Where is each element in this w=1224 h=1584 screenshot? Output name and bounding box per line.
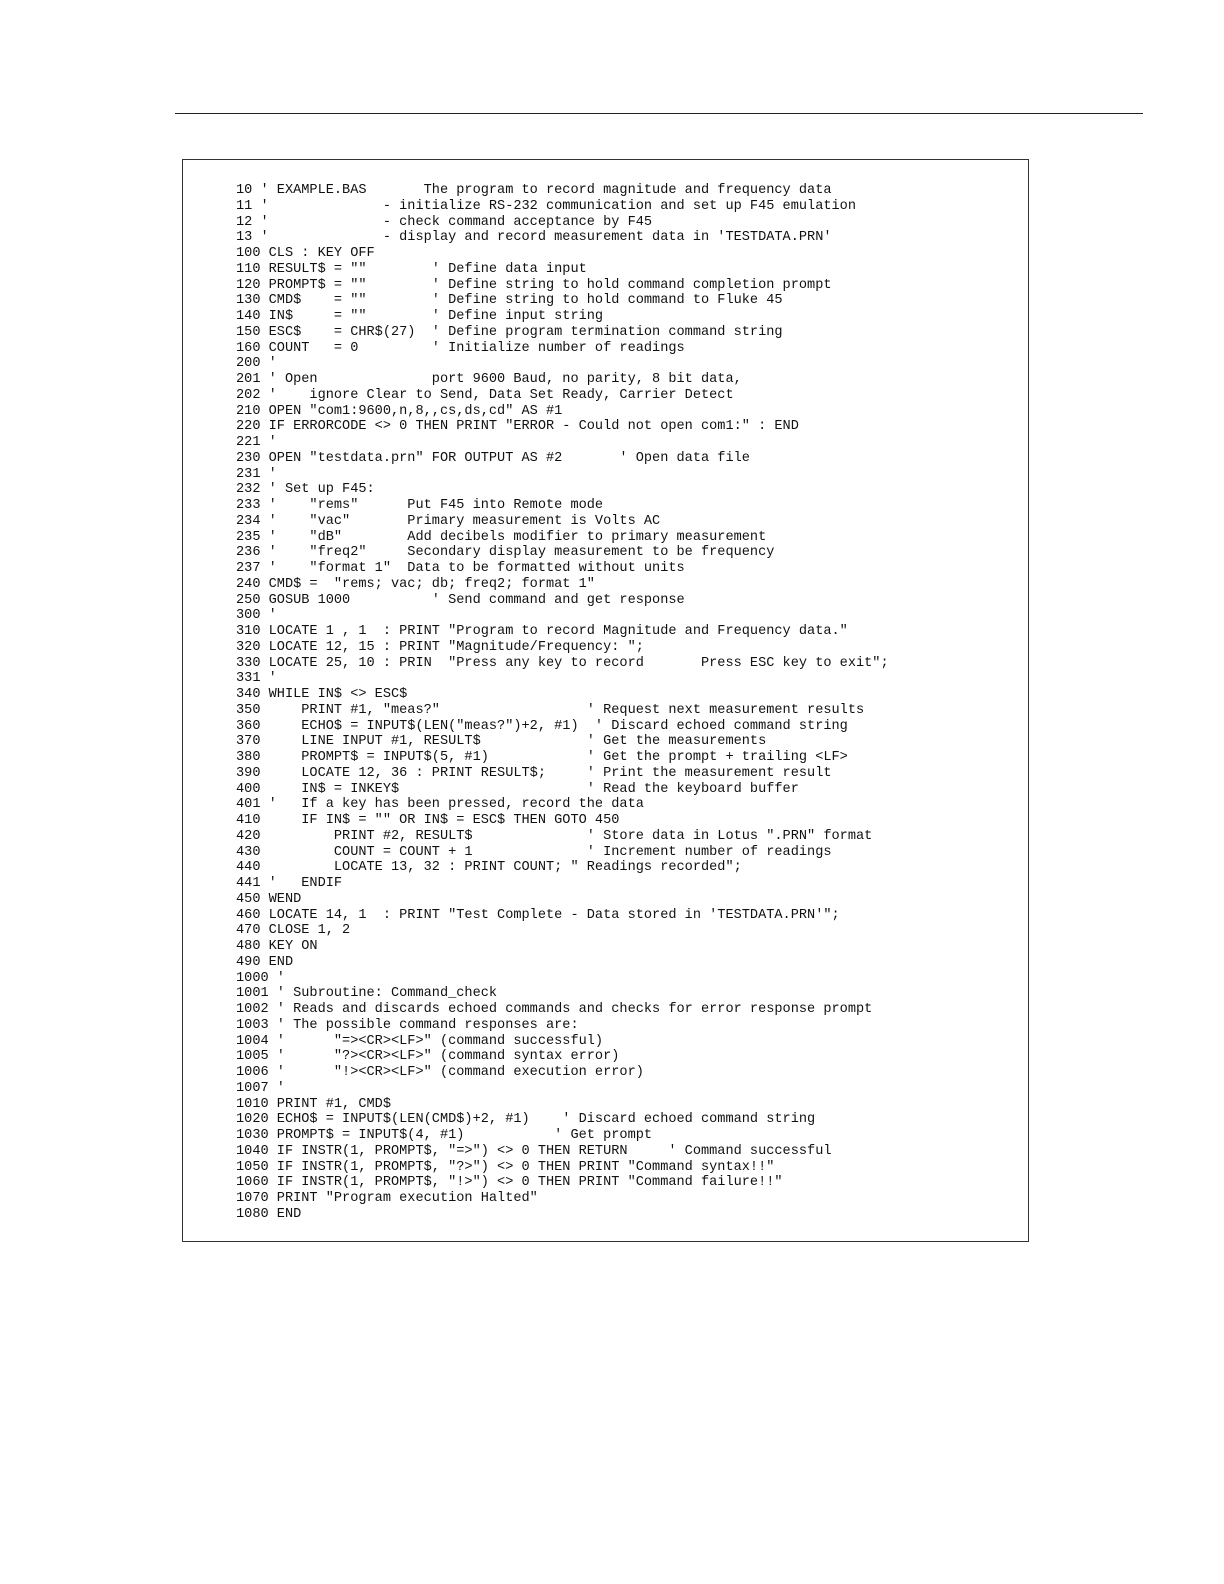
code-line: 1020 ECHO$ = INPUT$(LEN(CMD$)+2, #1) ' Discard echoed command string <box>236 1112 816 1128</box>
code-line: 10 ' EXAMPLE.BAS The program to record magnitude and frequency data <box>236 183 832 198</box>
code-line: 450 WEND <box>236 891 302 907</box>
code-line: 360 ECHO$ = INPUT$(LEN("meas?")+2, #1) ' Discard echoed command string <box>236 718 848 734</box>
code-line: 1030 PROMPT$ = INPUT$(4, #1) ' Get prompt <box>236 1128 653 1143</box>
code-line: 233 ' "rems" Put F45 into Remote mode <box>236 498 604 513</box>
code-line: 150 ESC$ = CHR$(27) ' Define program termination command string <box>236 324 783 340</box>
code-line: 1004 ' "=><CR><LF>" (command successful) <box>236 1033 604 1049</box>
code-line: 100 CLS : KEY OFF <box>236 246 375 261</box>
code-line: 210 OPEN "com1:9600,n,8,,cs,ds,cd" AS #1 <box>236 403 563 419</box>
code-line: 202 ' ignore Clear to Send, Data Set Ready, Carrier Detect <box>236 387 734 403</box>
code-line: 390 LOCATE 12, 36 : PRINT RESULT$; ' Print the measurement result <box>236 765 832 781</box>
code-line: 234 ' "vac" Primary measurement is Volts AC <box>236 513 661 529</box>
code-line: 12 ' - check command acceptance by F45 <box>236 214 653 230</box>
code-line: 490 END <box>236 954 294 970</box>
code-line: 400 IN$ = INKEY$ ' Read the keyboard buffer <box>236 781 799 797</box>
code-line: 1000 ' <box>236 970 285 986</box>
header-rule <box>175 113 1143 114</box>
code-line: 1006 ' "!><CR><LF>" (command execution error) <box>236 1065 644 1080</box>
code-line: 470 CLOSE 1, 2 <box>236 923 351 939</box>
code-line: 236 ' "freq2" Secondary display measurement to be frequency <box>236 545 775 561</box>
code-line: 231 ' <box>236 466 277 482</box>
code-line: 420 PRINT #2, RESULT$ ' Store data in Lotus ".PRN" format <box>236 828 873 844</box>
code-line: 1040 IF INSTR(1, PROMPT$, "=>") <> 0 THEN RETURN ' Command successful <box>236 1143 832 1159</box>
code-listing <box>236 183 996 1223</box>
code-line: 1002 ' Reads and discards echoed commands and checks for error response prompt <box>236 1002 873 1017</box>
code-line: 401 ' If a key has been pressed, record the data <box>236 797 644 813</box>
code-line: 430 COUNT = COUNT + 1 ' Increment number of readings <box>236 844 832 860</box>
code-line: 13 ' - display and record measurement data in 'TESTDATA.PRN' <box>236 230 832 246</box>
code-line: 11 ' - initialize RS-232 communication and set up F45 emulation <box>236 198 856 214</box>
code-line: 1001 ' Subroutine: Command_check <box>236 986 498 1002</box>
code-line: 1003 ' The possible command responses are: <box>236 1017 579 1033</box>
code-line: 140 IN$ = "" ' Define input string <box>236 309 604 324</box>
code-line: 110 RESULT$ = "" ' Define data input <box>236 261 587 277</box>
code-line: 441 ' ENDIF <box>236 876 343 891</box>
code-line: 220 IF ERRORCODE <> 0 THEN PRINT "ERROR - Could not open com1:" : END <box>236 419 799 435</box>
code-line: 1070 PRINT "Program execution Halted" <box>236 1191 538 1206</box>
code-line: 1010 PRINT #1, CMD$ <box>236 1096 391 1112</box>
code-line: 370 LINE INPUT #1, RESULT$ ' Get the measurements <box>236 734 767 750</box>
code-line: 480 KEY ON <box>236 939 318 954</box>
code-line: 440 LOCATE 13, 32 : PRINT COUNT; " Readings recorded"; <box>236 860 742 876</box>
code-line: 1080 END <box>236 1206 302 1222</box>
code-line: 1007 ' <box>236 1080 285 1096</box>
code-line: 460 LOCATE 14, 1 : PRINT "Test Complete - Data stored in 'TESTDATA.PRN'"; <box>236 907 840 923</box>
code-line: 1060 IF INSTR(1, PROMPT$, "!>") <> 0 THEN PRINT "Command failure!!" <box>236 1175 783 1191</box>
code-line: 330 LOCATE 25, 10 : PRIN "Press any key to record Press ESC key to exit"; <box>236 655 889 671</box>
code-line: 235 ' "dB" Add decibels modifier to primary measurement <box>236 529 767 545</box>
code-line: 130 CMD$ = "" ' Define string to hold command to Fluke 45 <box>236 293 783 309</box>
code-line: 331 ' <box>236 671 277 687</box>
code-line: 120 PROMPT$ = "" ' Define string to hold command completion prompt <box>236 277 832 293</box>
code-line: 200 ' <box>236 356 277 372</box>
code-line: 380 PROMPT$ = INPUT$(5, #1) ' Get the prompt + trailing <LF> <box>236 750 848 765</box>
code-line: 232 ' Set up F45: <box>236 482 375 498</box>
code-line: 201 ' Open port 9600 Baud, no parity, 8 bit data, <box>236 372 742 387</box>
code-line: 340 WHILE IN$ <> ESC$ <box>236 687 408 702</box>
code-line: 410 IF IN$ = "" OR IN$ = ESC$ THEN GOTO 450 <box>236 813 620 828</box>
code-line: 1050 IF INSTR(1, PROMPT$, "?>") <> 0 THEN PRINT "Command syntax!!" <box>236 1159 775 1175</box>
code-line: 250 GOSUB 1000 ' Send command and get response <box>236 592 685 608</box>
code-line: 230 OPEN "testdata.prn" FOR OUTPUT AS #2 ' Open data file <box>236 450 750 466</box>
code-line: 221 ' <box>236 435 277 450</box>
code-line: 310 LOCATE 1 , 1 : PRINT "Program to record Magnitude and Frequency data." <box>236 624 848 639</box>
code-line: 1005 ' "?><CR><LF>" (command syntax error) <box>236 1049 620 1065</box>
code-line: 240 CMD$ = "rems; vac; db; freq2; format 1" <box>236 576 595 592</box>
code-line: 320 LOCATE 12, 15 : PRINT "Magnitude/Frequency: "; <box>236 639 644 655</box>
code-line: 160 COUNT = 0 ' Initialize number of readings <box>236 340 685 356</box>
code-line: 300 ' <box>236 608 277 624</box>
code-line: 237 ' "format 1" Data to be formatted without units <box>236 561 685 576</box>
code-line: 350 PRINT #1, "meas?" ' Request next measurement results <box>236 702 865 718</box>
